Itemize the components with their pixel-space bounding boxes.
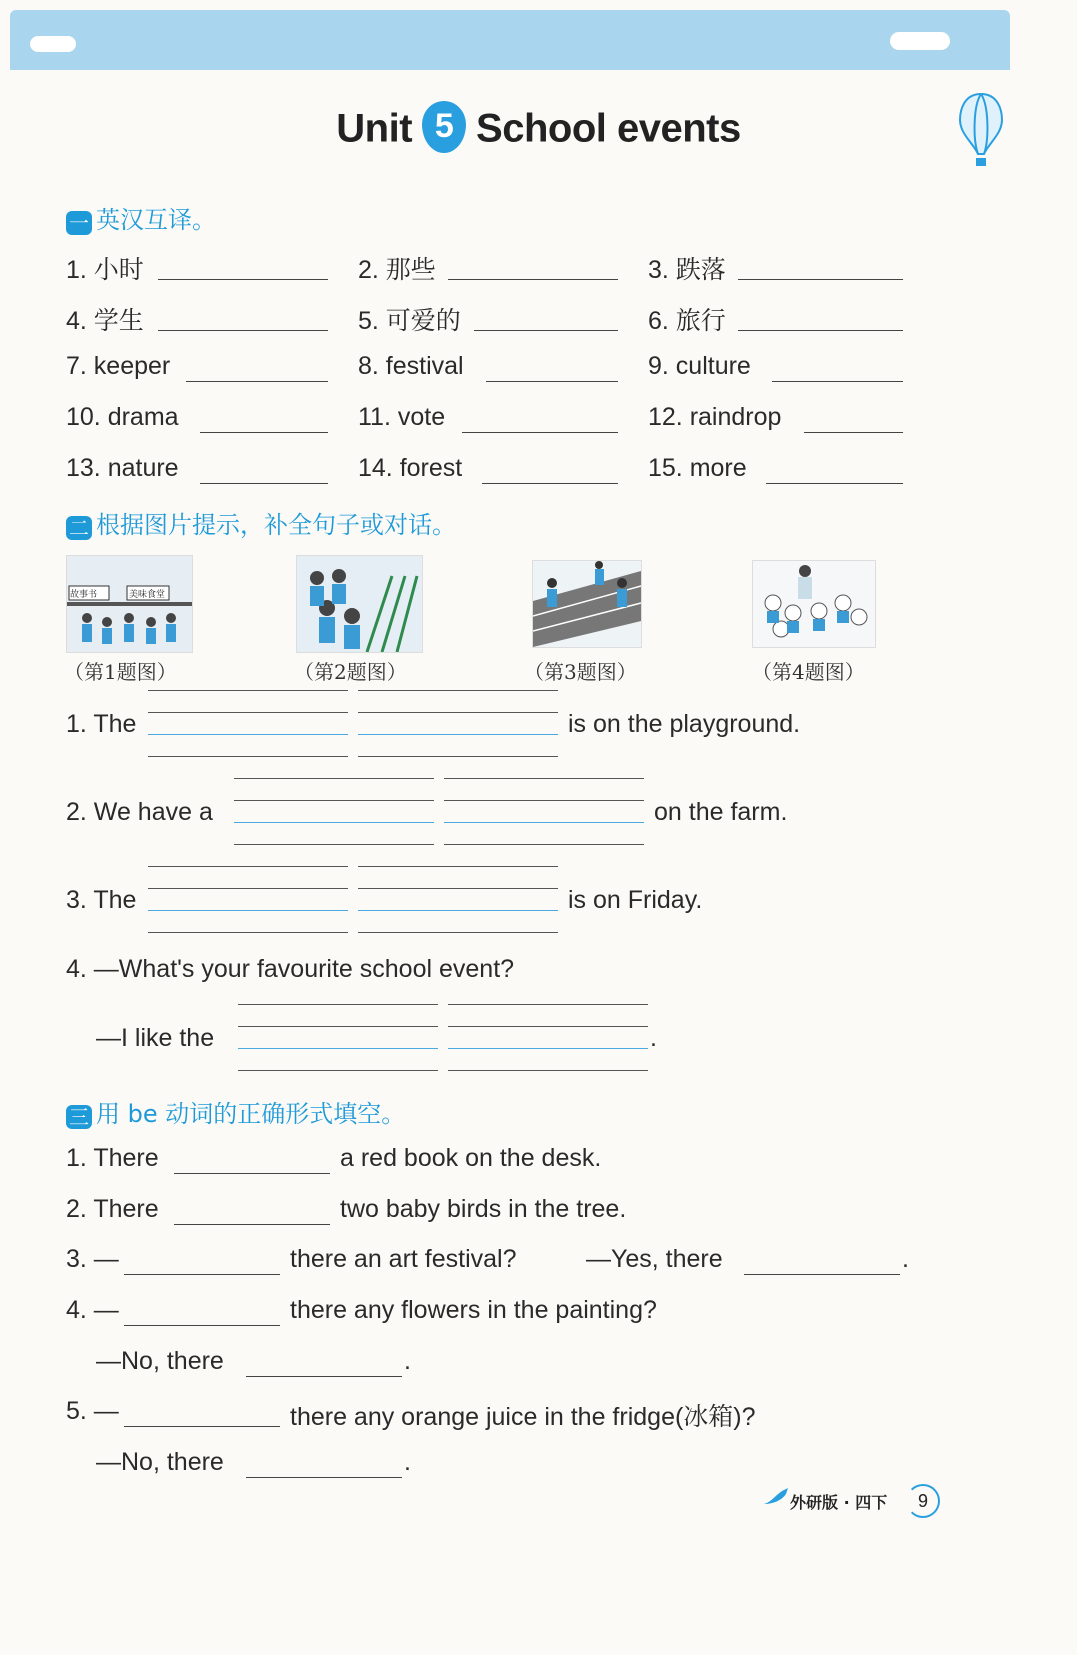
s1-item-3: 3. 跌落: [648, 256, 726, 284]
s1-item-5: 5. 可爱的: [358, 307, 461, 335]
s3-q4-question: there any flowers in the painting?: [290, 1296, 657, 1324]
section2-heading: [66, 505, 456, 540]
s1-item-1: 1. 小时: [66, 256, 144, 284]
s1-item-12: 12. raindrop: [648, 403, 782, 431]
s3-q5-blank-1[interactable]: [124, 1426, 280, 1427]
s1-item-4: 4. 学生: [66, 307, 144, 335]
s1-answer-14[interactable]: [482, 483, 618, 484]
s3-q3-prefix: 3. —: [66, 1245, 119, 1273]
section1-heading-text: 英汉互译。: [96, 206, 216, 234]
s1-answer-13[interactable]: [200, 483, 328, 484]
section1-badge: 一: [66, 211, 92, 235]
s2-q4-answer-prefix: —I like the: [96, 1024, 215, 1052]
s2-q3-suffix: is on Friday.: [568, 886, 703, 914]
s1-answer-2[interactable]: [448, 279, 618, 280]
s1-answer-12[interactable]: [804, 432, 903, 433]
s1-answer-5[interactable]: [474, 330, 618, 331]
picture-2-farm-children: [296, 555, 423, 653]
s3-q4-answer: —No, there: [96, 1347, 224, 1375]
s3-q5-prefix: 5. —: [66, 1397, 119, 1425]
s1-item-11: 11. vote: [358, 403, 446, 431]
s3-q2-suffix: two baby birds in the tree.: [340, 1195, 627, 1223]
s1-answer-1[interactable]: [158, 279, 328, 280]
s3-q3-blank-2[interactable]: [744, 1274, 900, 1275]
s1-item-8: 8. festival: [358, 352, 464, 380]
cloud-right: [890, 32, 950, 50]
s2-q3-prefix: 3. The: [66, 886, 137, 914]
s3-q1-suffix: a red book on the desk.: [340, 1144, 602, 1172]
s1-item-15: 15. more: [648, 454, 747, 482]
page-title: [0, 105, 1077, 157]
s3-q3-blank-1[interactable]: [124, 1274, 280, 1275]
header-band: [10, 10, 1010, 70]
s1-item-6: 6. 旅行: [648, 307, 726, 335]
s1-item-10: 10. drama: [66, 403, 179, 431]
s3-q1-prefix: 1. There: [66, 1144, 159, 1172]
s3-q3-question: there an art festival?: [290, 1245, 517, 1273]
s3-q1-blank[interactable]: [174, 1173, 330, 1174]
s1-item-13: 13. nature: [66, 454, 179, 482]
s3-q3-end: .: [902, 1245, 909, 1273]
title-unit: Unit: [336, 106, 413, 151]
s3-q4-end: .: [404, 1347, 411, 1375]
s1-answer-6[interactable]: [738, 330, 903, 331]
s1-answer-7[interactable]: [186, 381, 328, 382]
footer-edition: 外研版 · 四下: [790, 1493, 888, 1512]
s3-q2-prefix: 2. There: [66, 1195, 159, 1223]
s1-answer-11[interactable]: [462, 432, 618, 433]
caption-2: （第2题图）: [294, 660, 407, 684]
picture-1-sign-right: 美味食堂: [129, 590, 166, 600]
s1-answer-15[interactable]: [766, 483, 903, 484]
s1-answer-3[interactable]: [738, 279, 903, 280]
title-topic: School events: [476, 106, 741, 151]
caption-3: （第3题图）: [524, 660, 637, 684]
unit-number-badge: 5: [422, 101, 466, 153]
picture-4-picnic: [752, 560, 876, 648]
s2-q1-prefix: 1. The: [66, 710, 137, 738]
s2-q4-answer-end: .: [650, 1024, 657, 1052]
picture-1-sign-left: 故事书: [70, 590, 98, 600]
s3-q2-blank[interactable]: [174, 1224, 330, 1225]
s2-q1-suffix: is on the playground.: [568, 710, 801, 738]
section3-heading: [66, 1094, 405, 1129]
s3-q3-answer: —Yes, there: [586, 1245, 723, 1273]
picture-1-food-festival: [66, 555, 193, 653]
s3-q5-end: .: [404, 1448, 411, 1476]
section3-heading-text: 用 be 动词的正确形式填空。: [96, 1100, 406, 1128]
s1-answer-4[interactable]: [158, 330, 328, 331]
s3-q5-blank-2[interactable]: [246, 1477, 402, 1478]
s1-answer-8[interactable]: [486, 381, 618, 382]
caption-1: （第1题图）: [64, 660, 177, 684]
picture-3-running-race: [532, 560, 642, 648]
page-number: 9: [906, 1484, 940, 1518]
cloud-left: [30, 36, 76, 52]
section2-badge: 二: [66, 516, 92, 540]
bird-icon: [762, 1486, 790, 1508]
s3-q4-blank-1[interactable]: [124, 1325, 280, 1326]
section3-badge: 三: [66, 1105, 92, 1129]
s1-item-14: 14. forest: [358, 454, 463, 482]
s1-answer-10[interactable]: [200, 432, 328, 433]
s1-item-2: 2. 那些: [358, 256, 436, 284]
section1-heading: [66, 200, 216, 235]
s2-q4-question: 4. —What's your favourite school event?: [66, 955, 515, 983]
s2-q2-prefix: 2. We have a: [66, 798, 213, 826]
caption-4: （第4题图）: [752, 660, 865, 684]
s2-q2-suffix: on the farm.: [654, 798, 788, 826]
section2-heading-text: 根据图片提示，补全句子或对话。: [96, 511, 456, 539]
s1-item-7: 7. keeper: [66, 352, 171, 380]
s3-q4-prefix: 4. —: [66, 1296, 119, 1324]
s3-q5-answer: —No, there: [96, 1448, 224, 1476]
s3-q5-question: there any orange juice in the fridge(冰箱)?: [290, 1403, 756, 1431]
s3-q4-blank-2[interactable]: [246, 1376, 402, 1377]
s1-answer-9[interactable]: [772, 381, 903, 382]
s1-item-9: 9. culture: [648, 352, 751, 380]
